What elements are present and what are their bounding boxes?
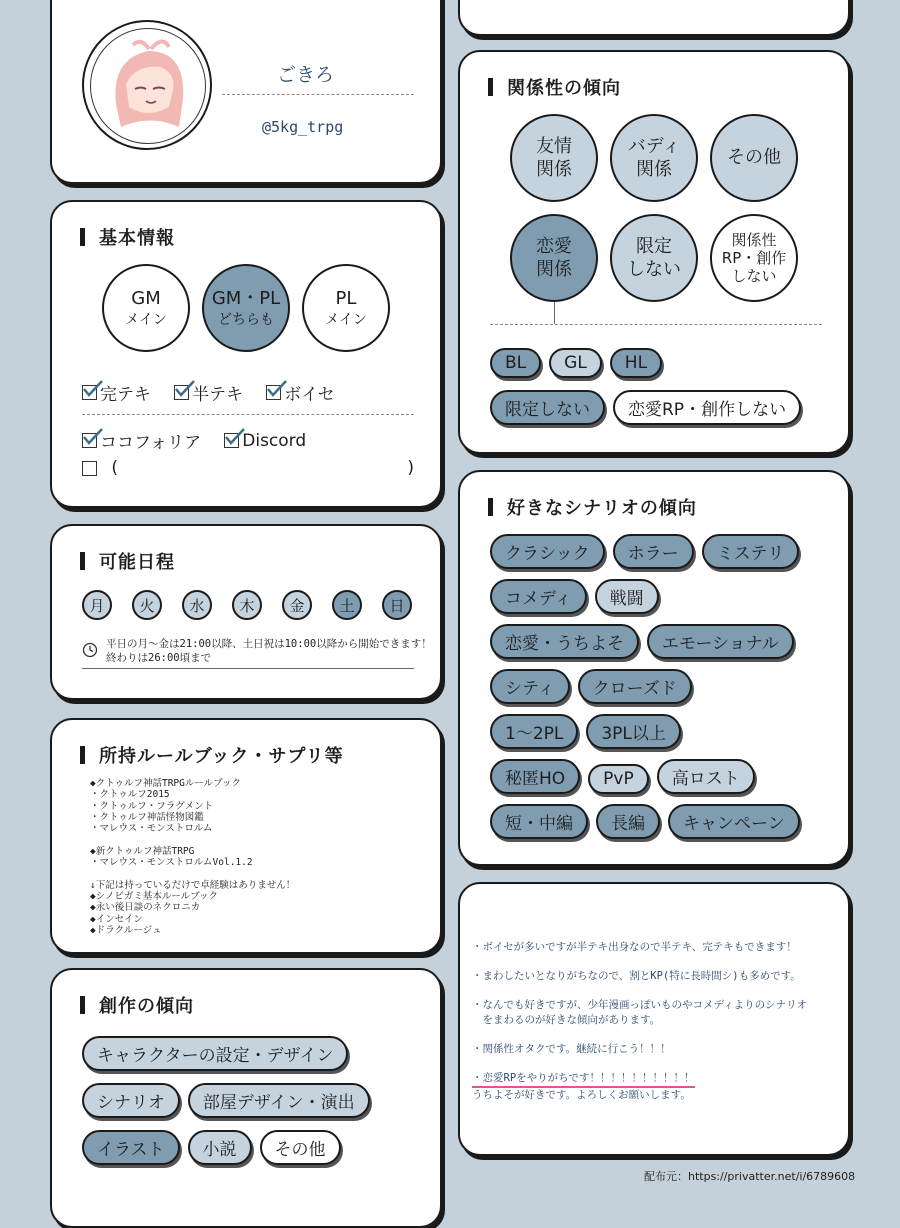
tag-gl[interactable]: GL [549, 348, 602, 378]
basic-info-heading: 基本情報 [80, 224, 175, 250]
tag-classic[interactable]: クラシック [490, 534, 605, 569]
tag-closed[interactable]: クローズド [578, 669, 692, 704]
tag-novel[interactable]: 小説 [188, 1130, 252, 1165]
avatar[interactable] [82, 20, 212, 150]
checks-row-2 [82, 428, 324, 453]
notes-card [458, 882, 850, 1156]
note-line: ・なんでも好きですが、少年漫画っぽいものやコメディよりのシナリオ [472, 999, 808, 1012]
day-sun[interactable]: 日 [382, 590, 412, 620]
schedule-underline [82, 668, 414, 669]
clock-icon [82, 642, 98, 658]
top-right-card [458, 0, 850, 36]
romance-connector [554, 302, 555, 324]
check-cocofolia[interactable]: ココフォリア [82, 428, 201, 453]
tag-long[interactable]: 長編 [596, 804, 660, 839]
role-pl-main[interactable]: PL メイン [302, 264, 390, 352]
creation-heading: 創作の傾向 [80, 992, 194, 1018]
note-line: ・関係性オタクです。継続に行こう！！！ [472, 1043, 671, 1056]
checks-divider [82, 414, 414, 415]
day-fri[interactable]: 金 [282, 590, 312, 620]
rulebook-line: ◆永い後日談のネクロニカ [90, 902, 201, 914]
rulebook-line: ◆クトゥルフ神話TRPGルールブック [90, 778, 242, 789]
scenario-heading: 好きなシナリオの傾向 [488, 494, 697, 520]
rulebook-line: ◆シノビガミ基本ルールブック [90, 890, 218, 902]
check-kan-teki[interactable]: 完テキ [82, 380, 151, 405]
day-sat[interactable]: 土 [332, 590, 362, 620]
rulebook-line: ・マレウス・モンストロルムVol.1.2 [90, 857, 253, 869]
role-gm-main[interactable]: GM メイン [102, 264, 190, 352]
tag-horror[interactable]: ホラー [613, 534, 694, 569]
rulebook-line: ・クトゥルフ2015 [90, 789, 170, 801]
rel-no-limit[interactable]: 限定 しない [610, 214, 698, 302]
note-line: うちよそが好きです。よろしくお願いします。 [472, 1088, 691, 1101]
schedule-card [50, 524, 442, 700]
rel-friendship[interactable]: 友情 関係 [510, 114, 598, 202]
tag-1-2pl[interactable]: 1〜2PL [490, 714, 578, 749]
rulebook-line: ・クトゥルフ神話怪物図鑑 [90, 811, 204, 823]
tag-romance-uchiyoso[interactable]: 恋愛・うちよそ [490, 624, 639, 659]
note-highlight: ・恋愛RPをやりがちです！！！！！！！！！！ [472, 1071, 695, 1088]
tag-mystery[interactable]: ミステリ [702, 534, 800, 569]
tag-character-design[interactable]: キャラクターの設定・デザイン [82, 1036, 348, 1071]
day-thu[interactable]: 木 [232, 590, 262, 620]
tag-bl[interactable]: BL [490, 348, 541, 378]
tag-room-design[interactable]: 部屋デザイン・演出 [188, 1083, 370, 1118]
rulebook-line: ↓下記は持っているだけで卓経験はありません！ [90, 879, 296, 891]
notes-text [472, 940, 842, 1103]
profile-card [50, 0, 442, 184]
scenario-card [458, 470, 850, 866]
creation-tags [82, 1036, 432, 1177]
day-tue[interactable]: 火 [132, 590, 162, 620]
name-divider [222, 94, 414, 95]
tag-high-lost[interactable]: 高ロスト [657, 759, 755, 794]
check-discord[interactable]: Discord [224, 431, 306, 451]
tag-emotional[interactable]: エモーショナル [647, 624, 794, 659]
relationship-heading: 関係性の傾向 [488, 74, 621, 100]
rulebooks-card [50, 718, 442, 954]
tag-short-mid[interactable]: 短・中編 [490, 804, 588, 839]
rulebook-line: ◆インセイン [90, 913, 143, 925]
role-gm-pl-both[interactable]: GM・PL どちらも [202, 264, 290, 352]
basic-info-card [50, 200, 442, 508]
avatar-illustration-icon [91, 29, 205, 143]
tag-comedy[interactable]: コメディ [490, 579, 587, 614]
tag-scenario[interactable]: シナリオ [82, 1083, 180, 1118]
check-voice[interactable]: ボイセ [266, 380, 335, 405]
tag-secret-ho[interactable]: 秘匿HO [490, 759, 580, 794]
rel-romance[interactable]: 恋愛 関係 [510, 214, 598, 302]
tag-pvp[interactable]: PvP [588, 764, 649, 794]
note-line: をまわるのが好きな傾向があります。 [472, 1013, 661, 1026]
note-line: ・ボイセが多いですが半テキ出身なので半テキ、完テキもできます！ [472, 941, 797, 953]
creation-card [50, 968, 442, 1228]
checks-row-1 [82, 380, 353, 405]
tag-other[interactable]: その他 [260, 1130, 341, 1165]
tag-3pl-plus[interactable]: 3PL以上 [586, 714, 681, 749]
tag-no-limit[interactable]: 限定しない [490, 390, 605, 425]
relationship-divider [490, 324, 822, 325]
schedule-note: 平日の月〜金は21:00以降、土日祝は10:00以降から開始できます！ 終わりは26:00頃まで [106, 638, 432, 664]
tag-illustration[interactable]: イラスト [82, 1130, 180, 1165]
tag-battle[interactable]: 戦闘 [595, 579, 659, 614]
rulebook-list [90, 778, 295, 936]
day-mon[interactable]: 月 [82, 590, 112, 620]
schedule-heading: 可能日程 [80, 548, 175, 574]
rulebooks-heading: 所持ルールブック・サプリ等 [80, 742, 344, 768]
note-line: ・まわしたいとなりがちなので、割とKP(特に長時間シ)も多めです。 [472, 970, 801, 983]
scenario-tags [490, 534, 850, 849]
rulebook-line: ・マレウス・モンストロルム [90, 823, 213, 835]
rulebook-line: ◆新クトゥルフ神話TRPG [90, 845, 195, 857]
check-han-teki[interactable]: 半テキ [174, 380, 243, 405]
profile-handle[interactable]: @5kg_trpg [262, 118, 344, 136]
romance-tags [490, 348, 840, 437]
tag-city[interactable]: シティ [490, 669, 570, 704]
rel-other[interactable]: その他 [710, 114, 798, 202]
rel-buddy[interactable]: バディ 関係 [610, 114, 698, 202]
day-wed[interactable]: 水 [182, 590, 212, 620]
tag-hl[interactable]: HL [610, 348, 662, 378]
rulebook-line: ・クトゥルフ・フラグメント [90, 800, 214, 812]
rel-no-rp[interactable]: 関係性 RP・創作 しない [710, 214, 798, 302]
profile-name: ごきろ [277, 64, 335, 86]
tag-no-romance-rp[interactable]: 恋愛RP・創作しない [613, 390, 801, 425]
rulebook-line: ◆ドラクルージュ [90, 924, 162, 936]
check-other[interactable]: ( ) [82, 458, 414, 478]
credit[interactable]: 配布元：https://privatter.net/i/6789608 [644, 1170, 856, 1183]
tag-campaign[interactable]: キャンペーン [668, 804, 800, 839]
relationship-card [458, 50, 850, 454]
